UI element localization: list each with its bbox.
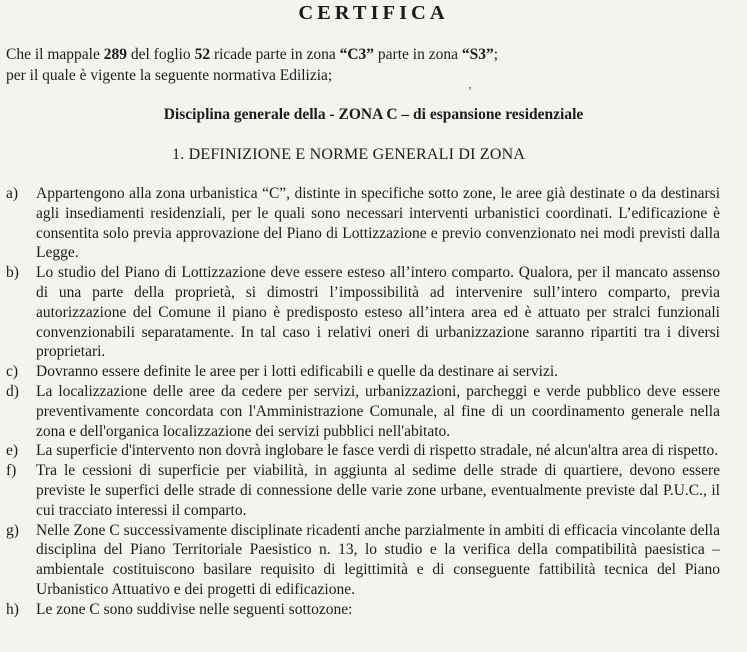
list-item bbox=[6, 600, 720, 620]
item-text: La superficie d'intervento non dovrà inglobare le fasce verdi di rispetto stradale, né alcun'altra area di rispetto. bbox=[36, 442, 719, 460]
section-heading: Disciplina generale della - ZONA C – di espansione residenziale bbox=[163, 106, 584, 123]
document-title: CERTIFICA bbox=[298, 2, 449, 24]
mappale-number: 289 bbox=[103, 46, 127, 63]
item-label: g) bbox=[6, 521, 19, 539]
intro-paragraph bbox=[6, 44, 498, 86]
rules-list bbox=[6, 184, 720, 620]
list-item bbox=[6, 441, 720, 461]
list-item bbox=[6, 362, 720, 382]
item-label: b) bbox=[6, 264, 19, 282]
intro-text-c: ricade parte in zona bbox=[210, 46, 340, 63]
item-text: Nelle Zone C successivamente disciplinate ricadenti anche parzialmente in ambiti di efficacia vincolante della disciplina del Piano Territoriale Paesistico n. 13, lo studio e la verifica della compatibilità paesistica – ambientale costituiscono basilare requisito di legittimità e di conseguente fattibilità tecnica del Piano Urbanistico Attuativo e dei progetti di edificazione. bbox=[36, 521, 720, 598]
item-label: h) bbox=[6, 600, 19, 618]
intro-text-a: Che il mappale bbox=[6, 46, 104, 63]
list-item bbox=[6, 184, 720, 263]
item-text: La localizzazione delle aree da cedere per servizi, urbanizzazioni, parcheggi e verde pubblico deve essere preventivamente concordata con l'Amministrazione Comunale, al fine di un coordinamento generale nella zona e dell'organica localizzazione dei servizi pubblici nell'abitato. bbox=[36, 382, 720, 440]
item-text: Appartengono alla zona urbanistica “C”, distinte in specifiche sotto zone, le aree già destinate o da destinarsi agli insediamenti residenziali, per le quali sono necessari interventi urbanistici coordinati. L’edificazione è consentita solo previa approvazione del Piano di Lottizzazione e previo convenzionato nei modi previsti dalla Legge. bbox=[36, 185, 720, 262]
item-label: d) bbox=[6, 382, 19, 400]
intro-text-e: ; bbox=[493, 46, 499, 63]
list-item bbox=[6, 521, 720, 600]
item-label: a) bbox=[6, 185, 19, 202]
intro-line-1 bbox=[6, 44, 498, 65]
list-item bbox=[6, 461, 720, 520]
item-text: Le zone C sono suddivise nelle seguenti sottozone: bbox=[36, 600, 353, 618]
zona-2: “S3” bbox=[461, 46, 494, 63]
item-text: Dovranno essere definite le aree per i lotti edificabili e quelle da destinare ai servizi. bbox=[36, 363, 559, 381]
intro-line-2: per il quale è vigente la seguente normativa Edilizia; bbox=[6, 67, 333, 84]
subsection-title: 1. DEFINIZIONE E NORME GENERALI DI ZONA bbox=[172, 146, 526, 163]
item-label: c) bbox=[6, 363, 19, 381]
item-text: Lo studio del Piano di Lottizzazione deve essere esteso all’intero comparto. Qualora, per il mancato assenso di una parte della proprietà, si dimostri l’impossibilità ad intervenire sull’intero comparto, previa autorizzazione del Comune il piano è predisposto esteso all’intera area ed è attuato per stralci funzionali convenzionabili separatamente. In tal caso i relativi oneri di urbanizzazione saranno ripartiti tra i diversi proprietari. bbox=[36, 264, 720, 361]
item-label: e) bbox=[6, 442, 19, 460]
foglio-number: 52 bbox=[194, 46, 211, 63]
intro-text-d: parte in zona bbox=[374, 46, 462, 63]
item-label: f) bbox=[6, 462, 17, 480]
item-text: Tra le cessioni di superficie per viabilità, in aggiunta al sedime delle strade di quartiere, devono essere previste le superfici delle strade di connessione delle varie zone urbane, eventualmente previste dal P.U.C., il cui tracciato interessi il comparto. bbox=[36, 462, 720, 519]
list-item bbox=[6, 382, 720, 441]
list-item bbox=[6, 263, 720, 362]
zona-1: “C3” bbox=[339, 46, 375, 63]
intro-text-b: del foglio bbox=[126, 46, 195, 63]
stray-mark: ʼ bbox=[468, 84, 472, 98]
